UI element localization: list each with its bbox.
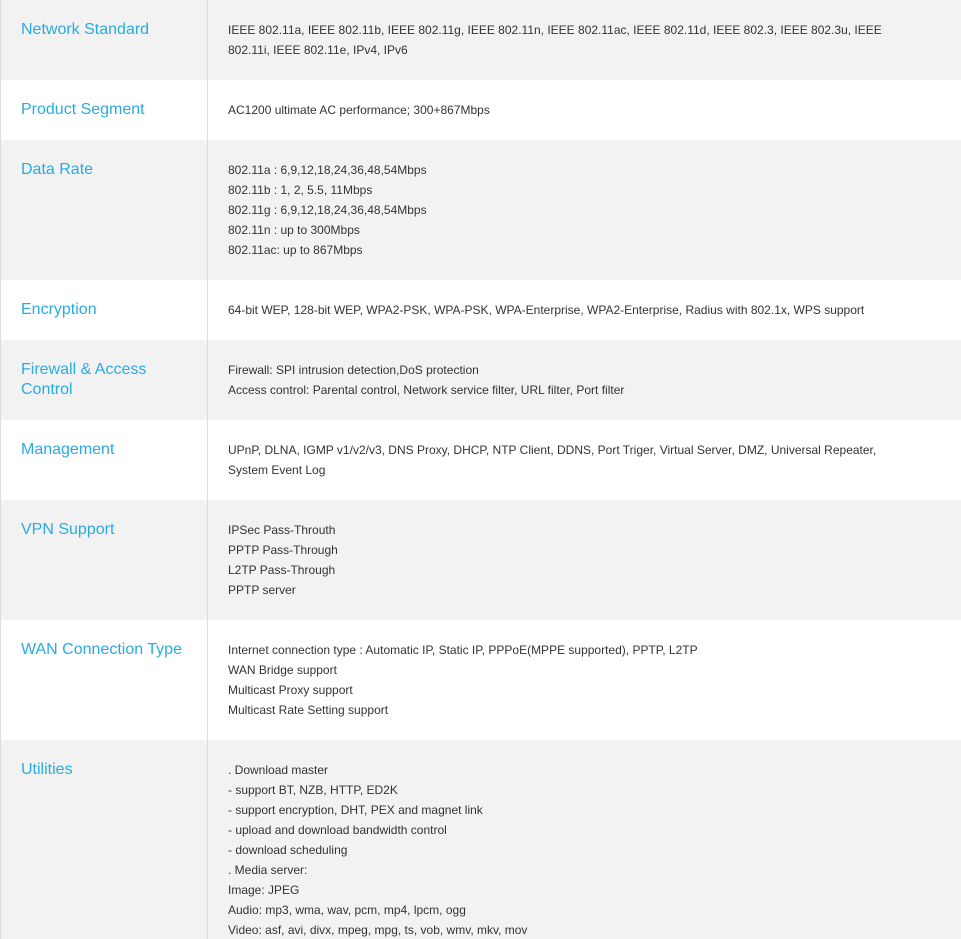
spec-label: VPN Support [21,521,115,538]
spec-value: L2TP Pass-Through [228,563,336,577]
spec-label: Data Rate [21,161,94,178]
spec-row-encryption [1,280,961,340]
spec-value: 802.11n : up to 300Mbps [228,223,360,237]
spec-row-wan-connection-type [1,620,961,740]
spec-value: 802.11i, IEEE 802.11e, IPv4, IPv6 [228,43,408,57]
spec-row-data-rate [1,140,961,280]
spec-value: Internet connection type : Automatic IP, Static IP, PPPoE(MPPE supported), PPTP, L2TP [228,643,698,657]
spec-row-network-standard [1,0,961,80]
spec-value: . Media server: [228,863,308,877]
spec-value: Firewall: SPI intrusion detection,DoS protection [228,363,479,377]
spec-value: - support BT, NZB, HTTP, ED2K [228,783,398,797]
spec-value: - upload and download bandwidth control [228,823,447,837]
spec-label: Network Standard [21,21,150,38]
spec-value: WAN Bridge support [228,663,337,677]
spec-value: 802.11g : 6,9,12,18,24,36,48,54Mbps [228,203,427,217]
spec-value: Multicast Rate Setting support [228,703,389,717]
spec-value: - download scheduling [228,843,348,857]
spec-value: IPSec Pass-Throuth [228,523,336,537]
spec-value: 802.11a : 6,9,12,18,24,36,48,54Mbps [228,163,427,177]
spec-value: 802.11ac: up to 867Mbps [228,243,363,257]
spec-label: Product Segment [21,101,145,118]
spec-value: AC1200 ultimate AC performance; 300+867Mbps [228,103,490,117]
spec-label: WAN Connection Type [21,641,182,658]
spec-value: PPTP Pass-Through [228,543,338,557]
spec-row-vpn-support [1,500,961,620]
spec-value: Audio: mp3, wma, wav, pcm, mp4, lpcm, ogg [228,903,466,917]
spec-value: IEEE 802.11a, IEEE 802.11b, IEEE 802.11g, IEEE 802.11n, IEEE 802.11ac, IEEE 802.11d, IEEE 802.3, IEEE 802.3u, IEEE [228,23,882,37]
spec-label: Encryption [21,301,97,318]
spec-value: PPTP server [228,583,296,597]
spec-value: Image: JPEG [228,883,300,897]
spec-value: 64-bit WEP, 128-bit WEP, WPA2-PSK, WPA-PSK, WPA-Enterprise, WPA2-Enterprise, Radius with 802.1x, WPS support [228,303,865,317]
spec-label: Firewall & Access Control [21,361,147,398]
spec-value: Access control: Parental control, Network service filter, URL filter, Port filter [228,383,625,397]
spec-label: Management [21,441,115,458]
spec-row-product-segment [1,80,961,140]
spec-row-utilities [1,740,961,939]
spec-value: Video: asf, avi, divx, mpeg, mpg, ts, vob, wmv, mkv, mov [228,923,528,937]
spec-value: UPnP, DLNA, IGMP v1/v2/v3, DNS Proxy, DHCP, NTP Client, DDNS, Port Triger, Virtual Server, DMZ, Universal Repeater, [228,443,877,457]
spec-value: . Download master [228,763,329,777]
spec-value: System Event Log [228,463,326,477]
spec-label: Utilities [21,761,73,778]
spec-row-firewall [1,340,961,420]
spec-value: Multicast Proxy support [228,683,353,697]
spec-value: 802.11b : 1, 2, 5.5, 11Mbps [228,183,373,197]
spec-row-management [1,420,961,500]
spec-value: - support encryption, DHT, PEX and magnet link [228,803,483,817]
